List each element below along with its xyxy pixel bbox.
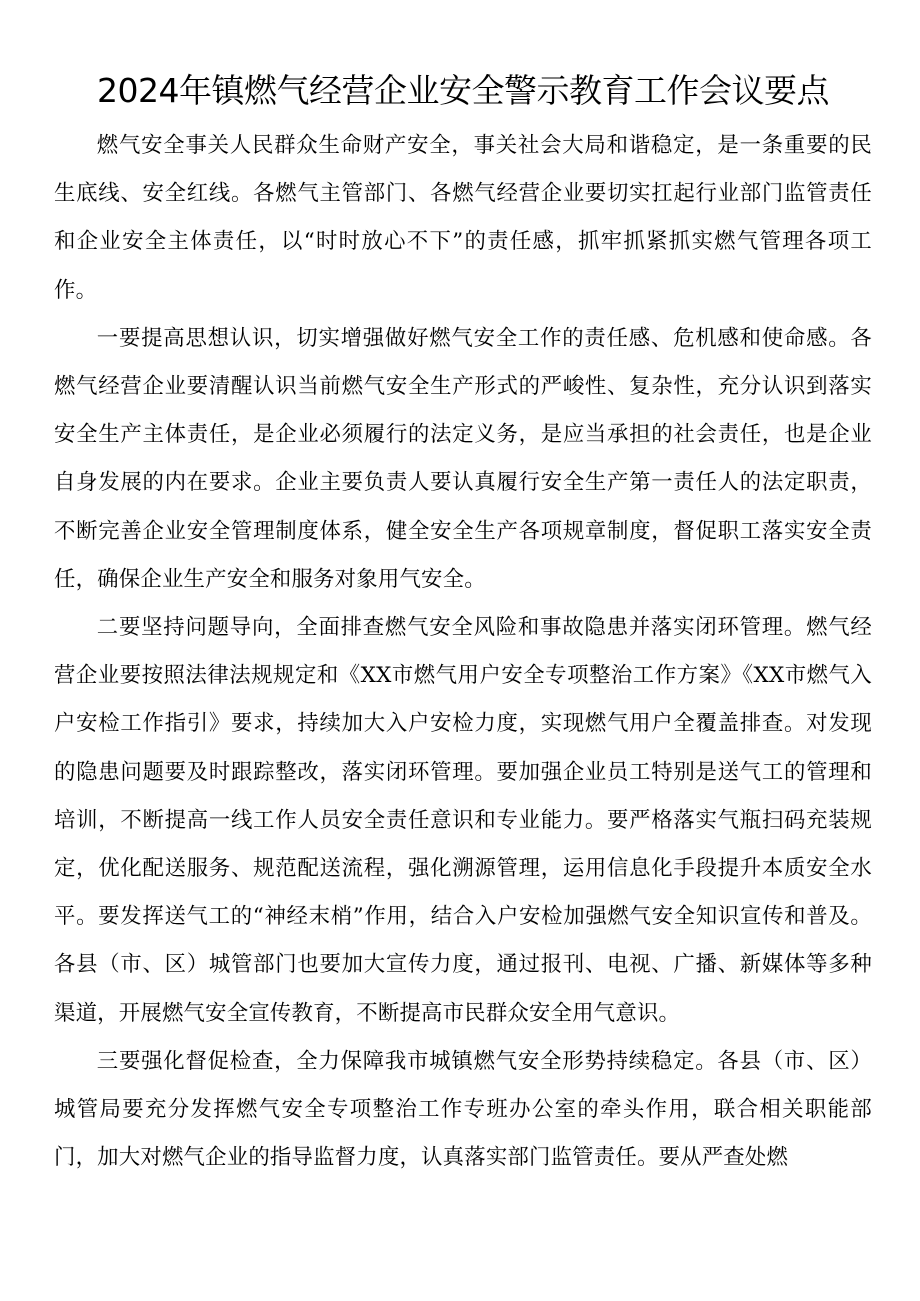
paragraph-point-two: 二要坚持问题导向，全面排查燃气安全风险和事故隐患并落实闭环管理。燃气经营企业要按照法律法规规定和《XX市燃气用户安全专项整治工作方案》《XX市燃气入户安检工作指引》要求，持续加大入户安检力度，实现燃气用户全覆盖排查。对发现的隐患问题要及时跟踪整改，落实闭环管理。要加强企业员工特别是送气工的管理和培训，不断提高一线工作人员安全责任意识和专业能力。要严格落实气瓶扫码充装规定，优化配送服务、规范配送流程，强化溯源管理，运用信息化手段提升本质安全水平。要发挥送气工的“神经末梢”作用，结合入户安检加强燃气安全知识宣传和普及。各县（市、区）城管部门也要加大宣传力度，通过报刊、电视、广播、新媒体等多种渠道，开展燃气安全宣传教育，不断提高市民群众安全用气意识。 (54, 615, 872, 1026)
paragraph-point-one: 一要提高思想认识，切实增强做好燃气安全工作的责任感、危机感和使命感。各燃气经营企业要清醒认识当前燃气安全生产形式的严峻性、复杂性，充分认识到落实安全生产主体责任，是企业必须履行的法定义务，是应当承担的社会责任，也是企业自身发展的内在要求。企业主要负责人要认真履行安全生产第一责任人的法定职责，不断完善企业安全管理制度体系，健全安全生产各项规章制度，督促职工落实安全责任，确保企业生产安全和服务对象用气安全。 (54, 325, 872, 592)
paragraph-intro: 燃气安全事关人民群众生命财产安全，事关社会大局和谐稳定，是一条重要的民生底线、安全红线。各燃气主管部门、各燃气经营企业要切实扛起行业部门监管责任和企业安全主体责任，以“时时放心不下”的责任感，抓牢抓紧抓实燃气管理各项工作。 (54, 133, 872, 303)
paragraph-point-three: 三要强化督促检查，全力保障我市城镇燃气安全形势持续稳定。各县（市、区）城管局要充分发挥燃气安全专项整治工作专班办公室的牵头作用，联合相关职能部门，加大对燃气企业的指导监督力度，认真落实部门监管责任。要从严查处燃 (54, 1048, 872, 1171)
document-title: 2024年镇燃气经营企业安全警示教育工作会议要点 (97, 71, 829, 110)
document-body (54, 122, 872, 1182)
